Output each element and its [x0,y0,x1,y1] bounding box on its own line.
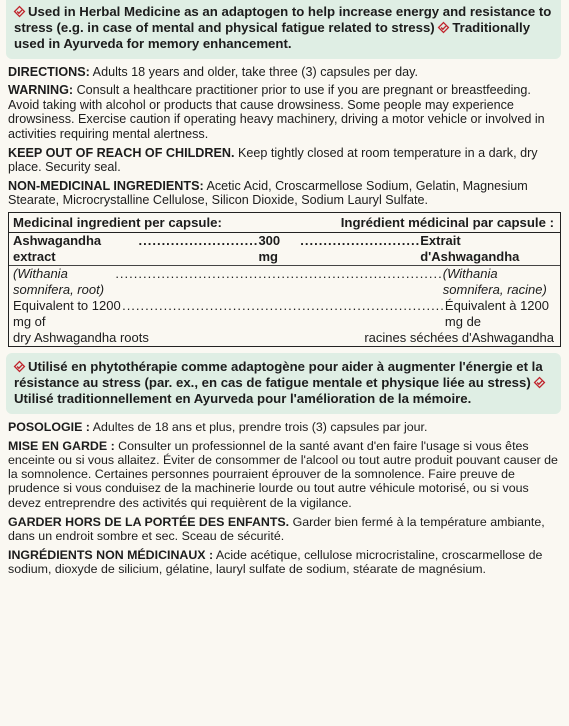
non-medicinal-heading: NON-MEDICINAL INGREDIENTS: [8,178,204,193]
non-medicinaux-heading: INGRÉDIENTS NON MÉDICINAUX : [8,548,214,563]
warning-text: Consult a healthcare practitioner prior to use if you are pregnant or breastfeeding. Avoid taking with alcohol or products that cause drowsiness. Some people may experience drowsiness. Exercise caution if operating heavy machinery, driving a motor vehicle or involved in activities requiring mental alertness. [8,83,545,141]
header-french: Ingrédient médicinal par capsule : [340,214,554,230]
children-heading: KEEP OUT OF REACH OF CHILDREN. [8,145,235,160]
claim-text: Used in Herbal Medicine as an adaptogen to help increase energy and resistance to stress (e.g. in case of mental and physical fatigue related to stress) [14,4,552,36]
posologie-heading: POSOLOGIE : [8,419,90,434]
non-medicinal-section [8,179,561,208]
children-section [8,146,561,175]
directions-heading: DIRECTIONS: [8,64,90,79]
header-english: Medicinal ingredient per capsule: [13,214,222,230]
directions-text: Adults 18 years and older, take three (3) capsules per day. [92,64,418,79]
claims-box-french [6,353,561,414]
non-medicinaux-text: Acide acétique, cellulose microcristaline, croscarmellose de sodium, dioxyde de silicium, gélatine, lauryl sulfate de sodium, stéarate de magnésium. [8,548,543,577]
row-right: (Withania somnifera, racine) [442,265,547,297]
check-diamond-icon [14,6,25,17]
mise-en-garde-heading: MISE EN GARDE : [8,438,115,453]
medicinal-ingredient-table [8,212,561,347]
row-amount: 300 mg [258,232,281,264]
enfants-heading: GARDER HORS DE LA PORTÉE DES ENFANTS. [8,514,290,529]
mise-en-garde-text: Consulter un professionnel de la santé avant d'en faire l'usage si vous êtes enceinte ou si vous allaitez. Éviter de consommer de l'alcool ou tout autre produit pouvant causer de la somnolence. Certaines personnes pourraient éprouver de la somnolence. Faire preuve de prudence si vous conduisez de la machinerie lourde ou tout autre véhicule motorisé, ou si vous devez entreprendre des activités qui requièrent de la vigilance. [8,438,558,510]
warning-section [8,83,561,141]
table-row: (Withania somnifera, root) ....................................................................... (Withania somnifera, racine) [9,266,560,298]
table-header [9,213,560,233]
table-row [9,330,560,346]
row-left: (Withania somnifera, root) [13,265,105,297]
enfants-text: Garder bien fermé à la température ambiante, dans un endroit sombre et sec. Sceau de sécurité. [8,514,545,543]
claims-box-english [6,0,561,59]
directions-section [8,65,561,80]
table-row: Equivalent to 1200 mg of ...................................................................... Équivalent à 1200 mg de [9,298,560,330]
enfants-section [8,515,561,543]
row-left: Ashwagandha extract [13,232,102,264]
row-left: dry Ashwagandha roots [13,329,149,345]
mise-en-garde-section [8,439,561,510]
check-diamond-icon [14,361,25,372]
non-medicinaux-section [8,548,561,576]
claim-text: Utilisé traditionnellement en Ayurveda pour l'amélioration de la mémoire. [14,391,472,407]
claim-text: Traditionally used in Ayurveda for memory enhancement. [14,20,531,52]
posologie-section [8,420,561,434]
row-right: Équivalent à 1200 mg de [444,297,549,329]
warning-heading: WARNING: [8,83,74,98]
row-right: Extrait d'Ashwagandha [420,232,520,264]
check-diamond-icon [438,22,449,33]
children-text: Keep tightly closed at room temperature in a dark, dry place. Security seal. [8,145,538,175]
posologie-text: Adultes de 18 ans et plus, prendre trois (3) capsules par jour. [92,419,428,434]
non-medicinal-text: Acetic Acid, Croscarmellose Sodium, Gelatin, Magnesium Stearate, Microcrystalline Cellulose, Silicon Dioxide, Sodium Lauryl Sulfate. [8,178,528,208]
claim-text: Utilisé en phytothérapie comme adaptogène pour aider à augmenter l'énergie et la résistance au stress (par. ex., en cas de fatigue mentale et physique liée au stress) [14,358,543,391]
row-left: Equivalent to 1200 mg of [13,297,121,329]
table-row: Ashwagandha extract .......................... 300 mg .......................... Extrait d'Ashwagandha [9,233,560,266]
check-diamond-icon [534,377,545,388]
row-right: racines séchées d'Ashwagandha [364,329,554,345]
